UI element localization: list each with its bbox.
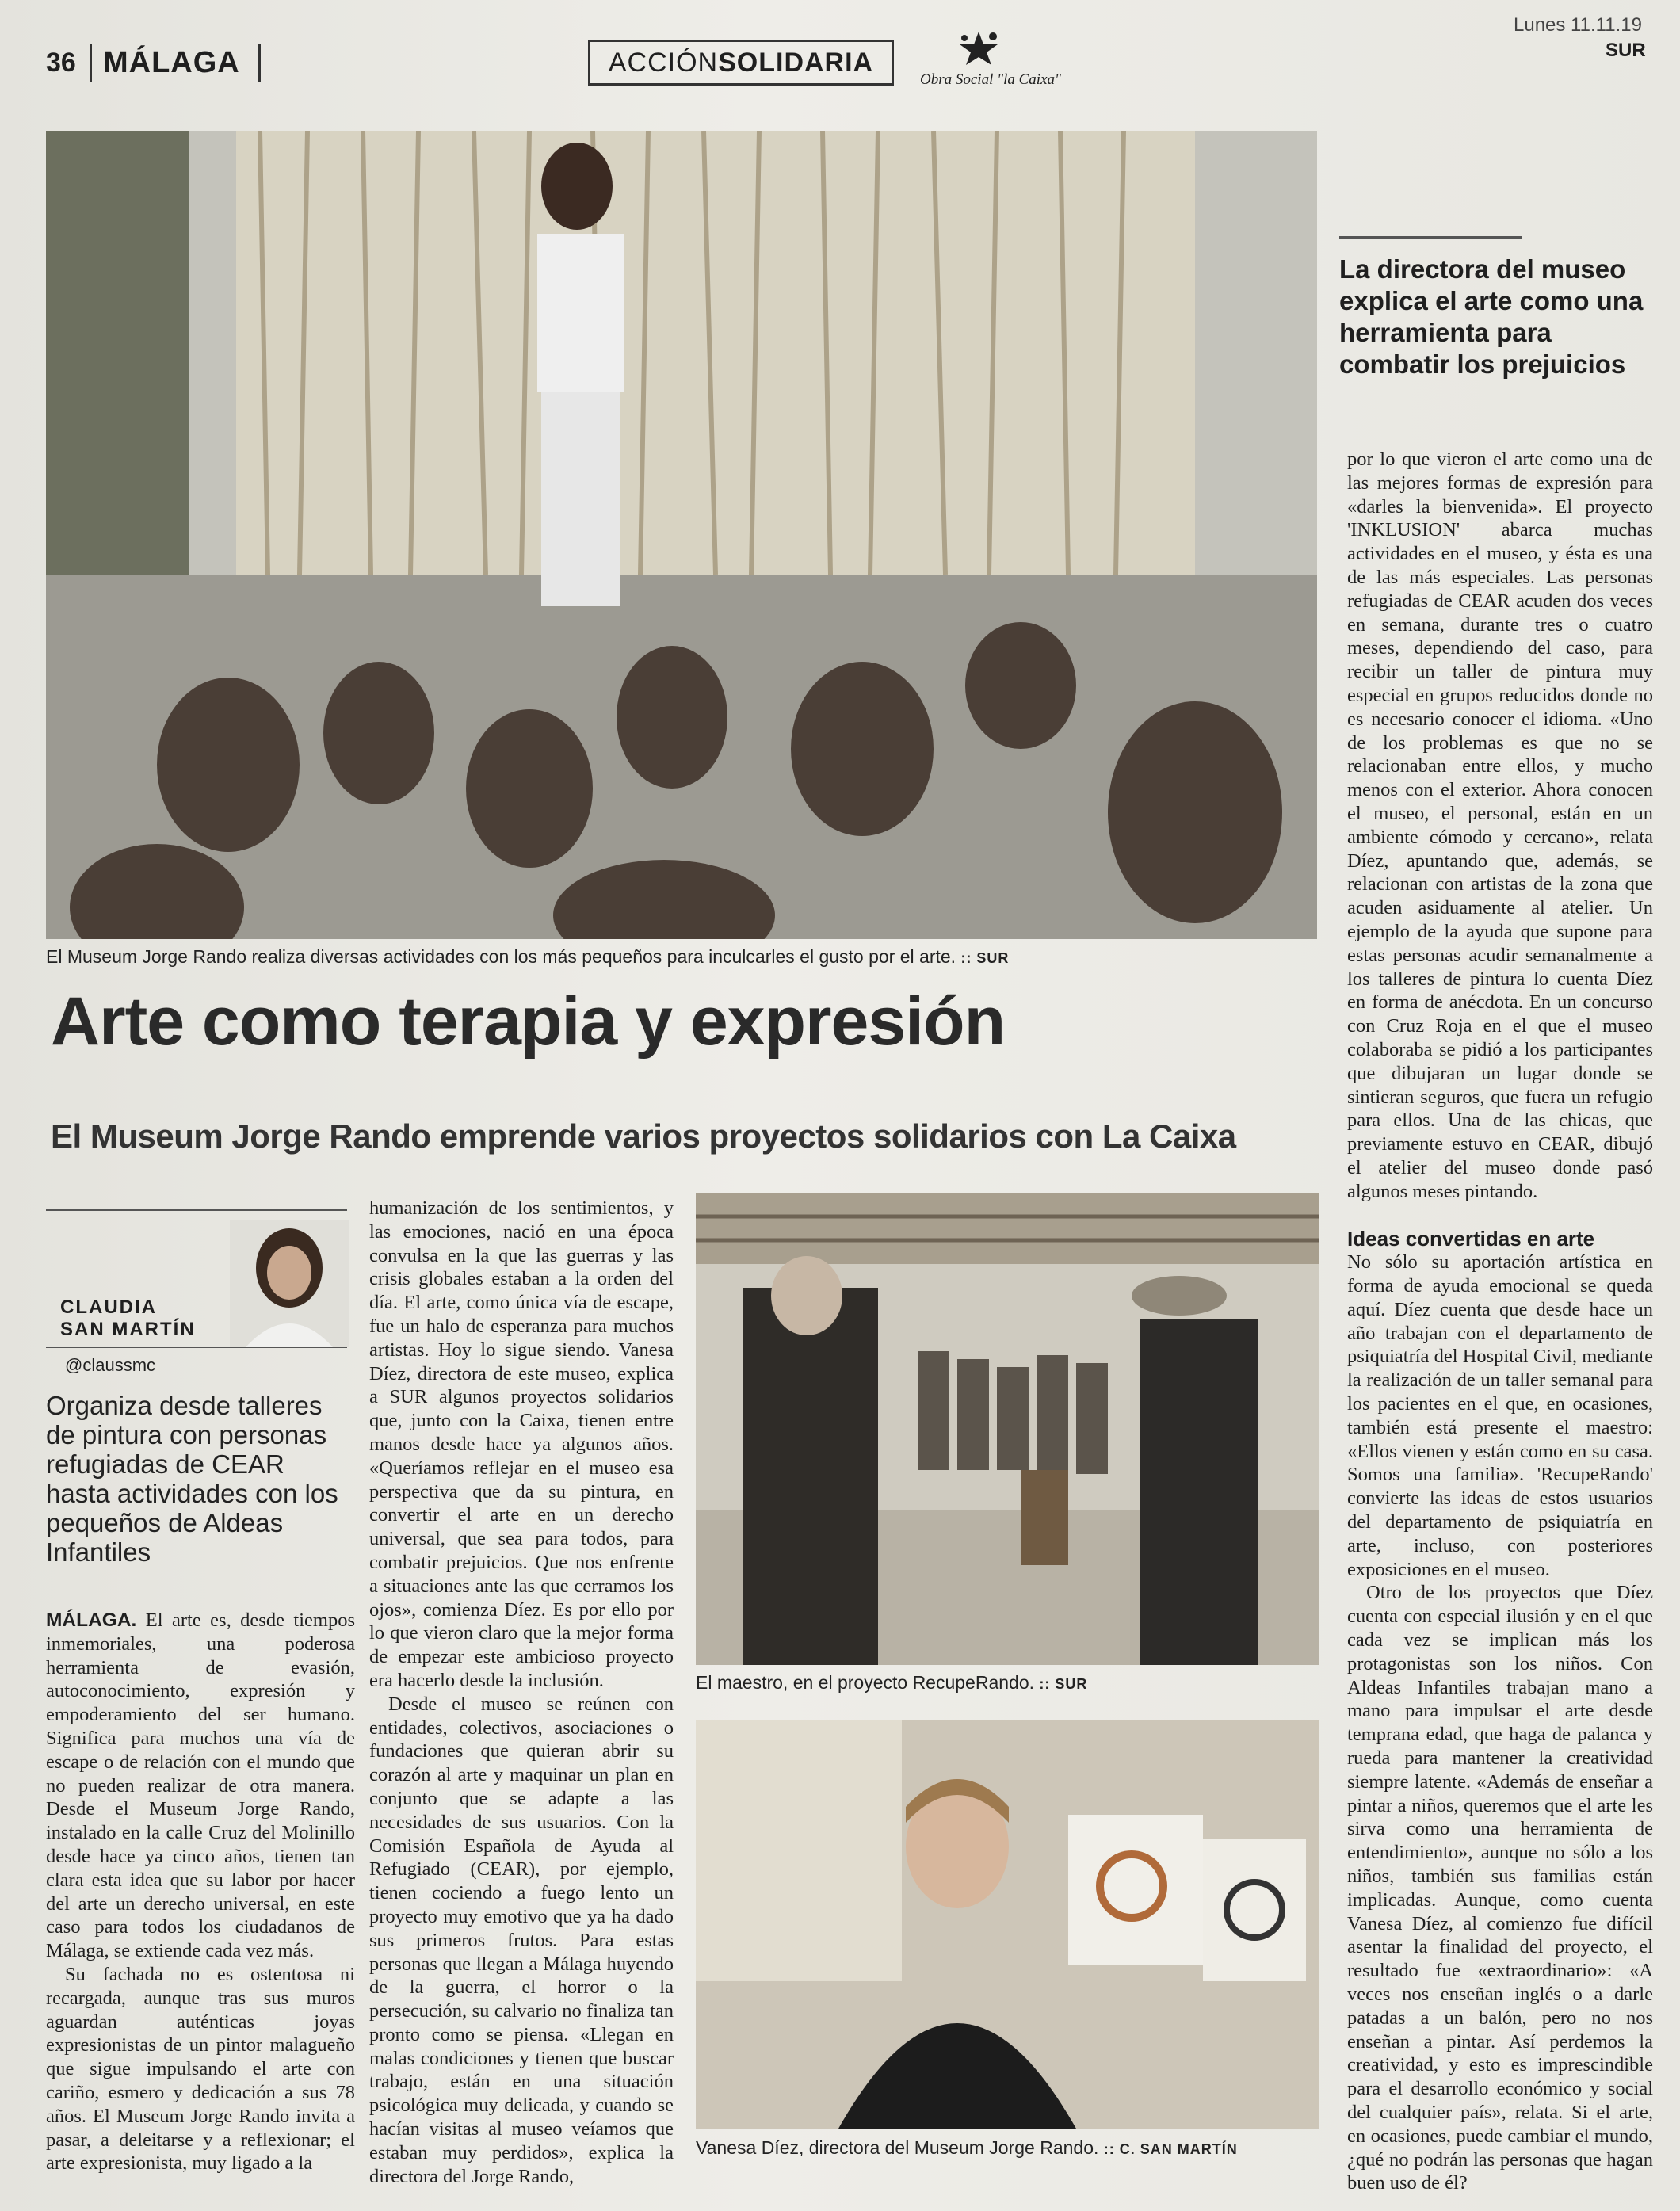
main-photo-caption bbox=[46, 946, 1317, 968]
photo-credit: :: C. SAN MARTÍN bbox=[1103, 2141, 1238, 2157]
accion-solidaria-banner bbox=[588, 40, 894, 86]
author-first-name: CLAUDIA bbox=[60, 1296, 157, 1318]
caption-text: Vanesa Díez, directora del Museum Jorge Rando. bbox=[696, 2137, 1099, 2158]
dateline: MÁLAGA. bbox=[46, 1610, 137, 1631]
photo-credit: :: SUR bbox=[1039, 1676, 1088, 1692]
author-handle: @claussmc bbox=[65, 1355, 156, 1375]
author-rule bbox=[46, 1347, 347, 1348]
article-headline: Arte como terapia y expresión bbox=[51, 983, 1006, 1060]
author-last-name: SAN MARTÍN bbox=[60, 1319, 196, 1340]
paragraph: humanización de los sentimientos, y las emociones, nació en una época convulsa en la que las guerras y las crisis globales estaban a la orden del día. El arte, como única vía de escape, fue un halo de esperanza para muchos artistas. Hoy lo sigue siendo. Vanesa Díez, directora de este museo, explica a SUR algunos proyectos solidarios que, junto con la Caixa, tienen entre manos desde hace ya algunos años. «Queríamos reflejar en el museo esa perspectiva que da su pintura, en convertir el arte en un derecho universal, que sea para todos, para combatir prejuicios. Que nos enfrente a situaciones ante las que cerramos los ojos», comienza Díez. Es por ello por lo que vieron claro que la mejor forma de empezar este ambicioso proyecto era hacerlo desde la inclusión. bbox=[369, 1197, 674, 1691]
photo-illustration bbox=[46, 131, 1317, 939]
paragraph: No sólo su aportación artística en forma de ayuda emocional se queda aquí. Díez cuenta que desde hace un año trabajan con el departamento de psiquiatría del Hospital Civil, mediante la realización de un taller semanal para los pacientes en el que, en ocasiones, también está presente el maestro: «Ellos vienen y están como en su casa. Somos una familia». 'RecupeRando' convierte las ideas de estos usuarios del departamento de psiquiatría en arte, incluso, con posteriores exposiciones en el museo. bbox=[1347, 1251, 1653, 1580]
header-divider bbox=[258, 44, 261, 82]
side-headline-rule bbox=[1339, 236, 1522, 239]
paper-name: SUR bbox=[1606, 40, 1646, 61]
section-name: MÁLAGA bbox=[103, 46, 240, 79]
author-rule bbox=[46, 1209, 347, 1211]
article-lead: Organiza desde talleres de pintura con personas refugiadas de CEAR hasta actividades con los pequeños de Aldeas Infantiles bbox=[46, 1391, 338, 1567]
column-2 bbox=[369, 1197, 674, 2188]
workshop-photo bbox=[696, 1193, 1319, 1665]
page-number: 36 bbox=[46, 48, 76, 78]
paragraph: por lo que vieron el arte como una de las mejores formas de expresión para «darles la bienvenida». El proyecto 'INKLUSION' abarca muchas actividades en el museo, y ésta es una de las más especiales. Las personas refugiadas de CEAR acuden dos veces en semana, durante tres o cuatro meses, dependiendo del caso, para recibir un taller de pintura muy especial en grupos reducidos donde no es necesario conocer el idioma. «Uno de los problemas es que no se relacionaban entre ellos, y mucho menos con el exterior. Ahora conocen el museo, el personal, están en un ambiente cómodo y cercano», relata Díez, apuntando que, además, se relacionan con artistas de la zona que acuden asiduamente al atelier. Un ejemplo de la ayuda que supone para estas personas acudir semanalmente a los talleres de pintura lo cuenta Díez en forma de anécdota. En un concurso con Cruz Roja en el que el museo colaboraba se pidió a los participantes que dibujaran un lugar donde se sintieran seguros, que fuera un refugio para ellos. Una de las chicas, que previamente estuvo en CEAR, dibujó el atelier del museo donde pasó algunos meses pintando. bbox=[1347, 449, 1653, 1202]
la-caixa-star-icon bbox=[955, 30, 1002, 68]
paragraph bbox=[46, 1609, 355, 1963]
column-4 bbox=[1347, 448, 1653, 2195]
paragraph: Su fachada no es ostentosa ni recargada, aunque tras sus muros aguardan auténticas joyas expresionistas de un pintor malagueño que sigue impulsando el arte con cariño, esmero y dedicación a sus 78 años. El Museum Jorge Rando invita a pasar, a deleitarse y a reflexionar; el arte expresionista, muy ligado a la bbox=[46, 1963, 355, 2175]
issue-date: Lunes 11.11.19 bbox=[1514, 14, 1642, 36]
header-divider bbox=[90, 44, 92, 82]
paragraph: Otro de los proyectos que Díez cuenta con especial ilusión y en el que cada vez se implican más los protagonistas son los niños. Con Aldeas Infantiles trabajan mano a mano para impulsar el arte desde temprana edad, que haga de palanca y rueda para mantener la creatividad siempre latente. «Además de enseñar a pintar a niños, queremos que el arte les sirva como una herramienta de entendimiento», aunque no sólo a los niños, también sus familias están implicadas. Aunque, como cuenta Vanesa Díez, al comienzo fue difícil asentar la finalidad del proyecto, el resultado fue «extraordinario»: «A veces nos enseñan inglés o a darle patadas a un balón, pero no nos enseñan a pintar. Así perdemos la creatividad, y esto es imprescindible para el desarrollo económico y social del cualquier país», relata. Si el arte, en ocasiones, puede cambiar el mundo, ¿qué no podrán las personas que hagan buen uso de él? bbox=[1347, 1582, 1653, 2194]
workshop-caption bbox=[696, 1672, 1319, 1694]
side-headline: La directora del museo explica el arte como una herramienta para combatir los prejuicios bbox=[1339, 254, 1644, 379]
caption-text: El Museum Jorge Rando realiza diversas actividades con los más pequeños para inculcarles el gusto por el arte. bbox=[46, 946, 956, 967]
photo-illustration bbox=[696, 1193, 1319, 1665]
paragraph-text: El arte es, desde tiempos inmemoriales, una poderosa herramienta de evasión, autoconocimiento, expresión y empoderamiento del ser humano. Significa para muchos una vía de escape o de relación con el mundo que no pueden realizar de otra manera. Desde el Museum Jorge Rando, instalado en la calle Cruz del Molinillo desde hace ya cinco años, tienen tan clara esta idea que su labor por hacer del arte un derecho universal, en este caso para todos los ciudadanos de Málaga, se extiende cada vez más. bbox=[46, 1610, 355, 1962]
sponsor-logo-text: Obra Social "la Caixa" bbox=[920, 71, 1061, 88]
photo-credit: :: SUR bbox=[960, 950, 1010, 966]
caption-text: El maestro, en el proyecto RecupeRando. bbox=[696, 1672, 1035, 1693]
author-name bbox=[60, 1296, 196, 1341]
portrait-photo bbox=[696, 1720, 1319, 2129]
column-1 bbox=[46, 1609, 355, 2175]
article-subheadline: El Museum Jorge Rando emprende varios proyectos solidarios con La Caixa bbox=[51, 1117, 1236, 1155]
photo-illustration bbox=[696, 1720, 1319, 2129]
author-avatar bbox=[230, 1220, 349, 1347]
portrait-caption bbox=[696, 2137, 1319, 2159]
paragraph: Desde el museo se reúnen con entidades, colectivos, asociaciones o fundaciones que quieran abrir su corazón al arte y maquinar un plan en conjunto que se adapte a las necesidades de sus usuarios. Con la Comisión Española de Ayuda al Refugiado (CEAR), por ejemplo, tienen cociendo a fuego lento un proyecto muy emotivo que ya ha dado sus primeros frutos. Para estas personas que llegan a Málaga huyendo de la guerra, el horror o la persecución, su calvario no finaliza tan pronto como se piensa. «Llegan en malas condiciones y tienen que buscar trabajo, están en una situación psicológica muy delicada, y cuando se hacían visitas al museo veíamos que estaban muy perdidos», explica la directora del Jorge Rando, bbox=[369, 1693, 674, 2187]
banner-bold: SOLIDARIA bbox=[718, 47, 874, 78]
main-photo-children-workshop bbox=[46, 131, 1317, 939]
section-subhead: Ideas convertidas en arte bbox=[1347, 1226, 1595, 1251]
banner-light: ACCIÓN bbox=[608, 47, 719, 78]
